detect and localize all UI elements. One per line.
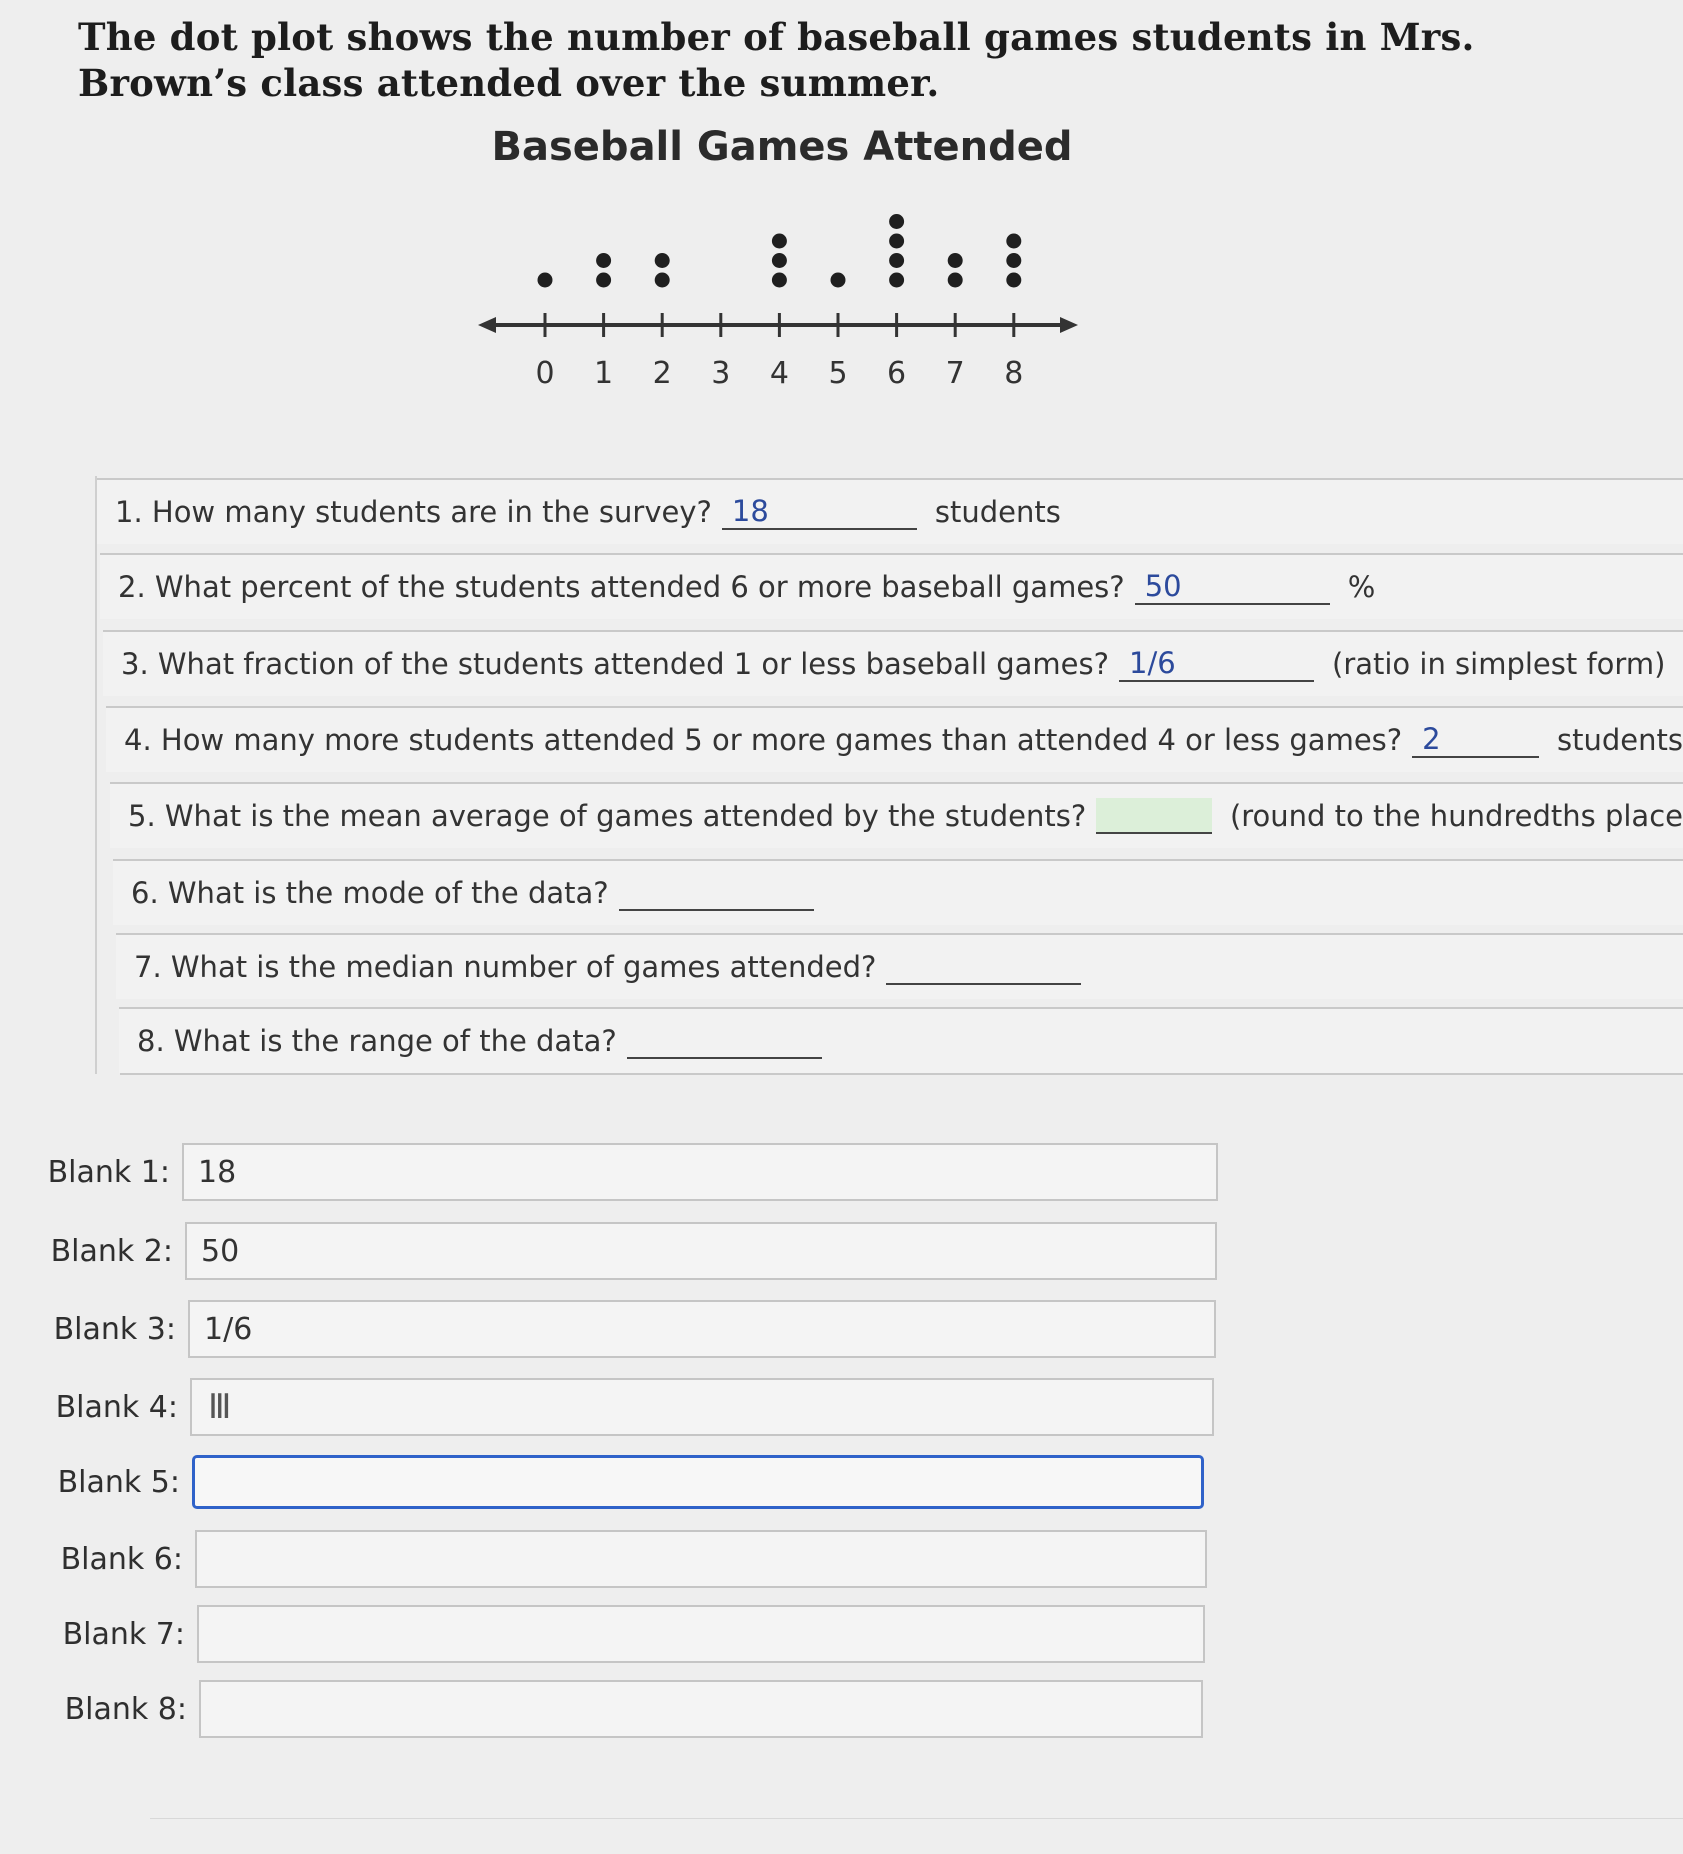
question-text: 7. What is the median number of games attended? xyxy=(134,950,877,984)
answer-suffix: % xyxy=(1347,570,1376,604)
data-dot xyxy=(1006,253,1021,268)
blank-2-input[interactable] xyxy=(185,1222,1217,1280)
blank-6-input[interactable] xyxy=(195,1530,1207,1588)
data-dot xyxy=(889,214,904,229)
blank-8-input[interactable] xyxy=(199,1680,1203,1738)
tick-label: 7 xyxy=(945,356,965,391)
data-dot xyxy=(655,253,670,268)
tick-label: 5 xyxy=(828,356,848,391)
data-dot xyxy=(1006,273,1021,288)
question-text: 4. How many more students attended 5 or more games than attended 4 or less games? xyxy=(124,723,1403,757)
answer-blank xyxy=(619,875,814,911)
blank-label: Blank 8: xyxy=(64,1691,187,1727)
question-row-8 xyxy=(119,1007,1683,1073)
question-text: 5. What is the mean average of games attended by the students? xyxy=(128,799,1087,833)
blank-label: Blank 3: xyxy=(53,1311,176,1347)
blank-row-1 xyxy=(40,1143,1218,1201)
question-text: 1. How many students are in the survey? xyxy=(115,495,712,529)
question-table-bottom xyxy=(120,1073,1683,1075)
tick-label: 6 xyxy=(887,356,907,391)
data-dot xyxy=(772,234,787,249)
data-dot xyxy=(889,234,904,249)
question-row-3 xyxy=(103,630,1683,696)
answer-suffix: students xyxy=(1557,723,1683,757)
answer-suffix: (ratio in simplest form) xyxy=(1332,647,1666,681)
blank-4-input[interactable] xyxy=(190,1378,1214,1436)
divider xyxy=(150,1818,1683,1819)
answer-blank xyxy=(886,949,1081,985)
blank-row-7 xyxy=(55,1605,1205,1663)
question-row-5 xyxy=(110,782,1683,848)
chart-title: Baseball Games Attended xyxy=(491,124,1073,170)
data-dot xyxy=(596,253,611,268)
blank-7-input[interactable] xyxy=(197,1605,1205,1663)
blank-row-4 xyxy=(48,1378,1214,1436)
data-dot xyxy=(1006,234,1021,249)
tick-label: 1 xyxy=(594,356,614,391)
question-table-border xyxy=(95,476,97,1074)
data-dot xyxy=(889,273,904,288)
intro-text: The dot plot shows the number of baseball games students in Mrs. Brown’s class attended over the summer. xyxy=(78,15,1475,105)
blank-5-input[interactable] xyxy=(192,1455,1204,1509)
blank-row-5 xyxy=(50,1455,1204,1509)
question-text: 8. What is the range of the data? xyxy=(137,1024,617,1058)
tick-label: 0 xyxy=(535,356,555,391)
answer-blank xyxy=(627,1023,822,1059)
blank-value: 50 xyxy=(201,1233,240,1269)
dot-plot xyxy=(470,190,1100,410)
blank-row-3 xyxy=(46,1300,1216,1358)
data-dot xyxy=(655,273,670,288)
data-dot xyxy=(831,273,846,288)
question-text: 2. What percent of the students attended 6 or more baseball games? xyxy=(118,570,1125,604)
answer-suffix: students xyxy=(934,495,1061,529)
axis-arrow-right xyxy=(1060,317,1078,333)
blank-value: 18 xyxy=(198,1154,237,1190)
answer-blank: 50 xyxy=(1135,569,1330,605)
axis-arrow-left xyxy=(478,317,496,333)
blank-label: Blank 7: xyxy=(62,1616,185,1652)
question-row-2 xyxy=(100,553,1683,619)
blank-label: Blank 6: xyxy=(60,1541,183,1577)
blank-label: Blank 4: xyxy=(55,1389,178,1425)
data-dot xyxy=(772,273,787,288)
blank-label: Blank 5: xyxy=(57,1464,180,1500)
question-row-7 xyxy=(116,933,1683,999)
tick-label: 2 xyxy=(652,356,672,391)
blank-1-input[interactable] xyxy=(182,1143,1218,1201)
question-row-6 xyxy=(113,859,1683,925)
blank-row-6 xyxy=(53,1530,1207,1588)
answer-blank: 2 xyxy=(1412,722,1539,758)
tick-label: 4 xyxy=(769,356,789,391)
answer-blank xyxy=(1096,798,1212,834)
data-dot xyxy=(889,253,904,268)
text-cursor-icon: Ⅲ xyxy=(208,1387,232,1427)
blank-label: Blank 1: xyxy=(47,1154,170,1190)
answer-suffix: (round to the hundredths place xyxy=(1229,799,1683,833)
blank-label: Blank 2: xyxy=(50,1233,173,1269)
question-text: 6. What is the mode of the data? xyxy=(131,876,609,910)
data-dot xyxy=(772,253,787,268)
blank-3-input[interactable] xyxy=(188,1300,1216,1358)
blank-row-8 xyxy=(57,1680,1203,1738)
question-row-1 xyxy=(97,478,1683,544)
data-dot xyxy=(596,273,611,288)
blank-value: 1/6 xyxy=(204,1311,253,1347)
question-row-4 xyxy=(106,706,1683,772)
answer-blank: 1/6 xyxy=(1119,646,1314,682)
answer-blank: 18 xyxy=(722,494,917,530)
data-dot xyxy=(538,273,553,288)
data-dot xyxy=(948,253,963,268)
blank-row-2 xyxy=(43,1222,1217,1280)
question-text: 3. What fraction of the students attended 1 or less baseball games? xyxy=(121,647,1109,681)
data-dot xyxy=(948,273,963,288)
tick-label: 3 xyxy=(711,356,731,391)
tick-label: 8 xyxy=(1004,356,1024,391)
